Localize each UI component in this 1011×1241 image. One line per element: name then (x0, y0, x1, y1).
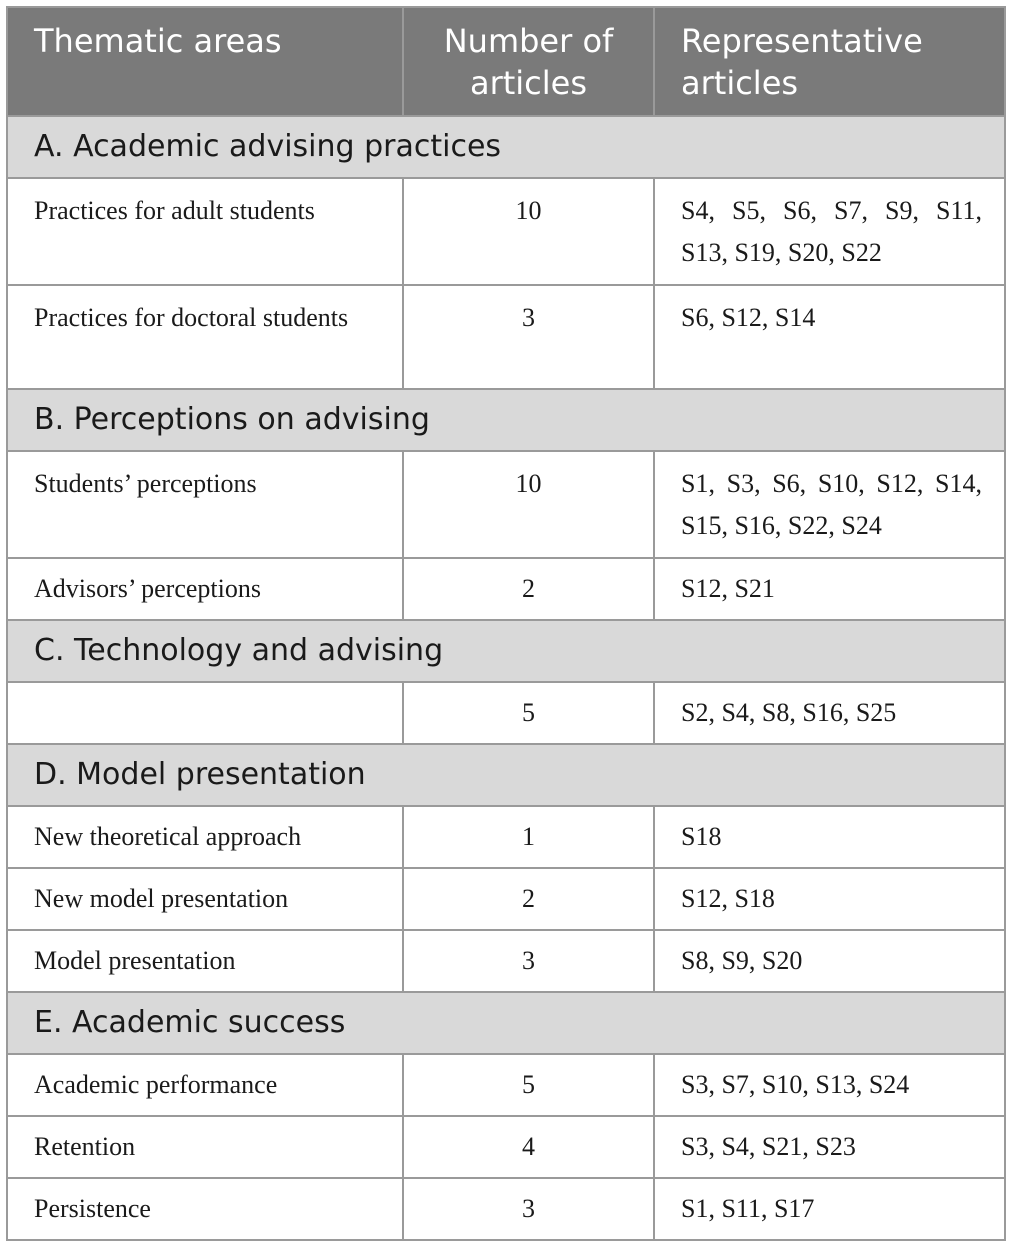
representative-articles-cell: S4, S5, S6, S7, S9, S11, S13, S19, S20, S22 (654, 178, 1005, 285)
table-row (7, 868, 1005, 930)
representative-articles-cell: S3, S4, S21, S23 (654, 1116, 1005, 1178)
representative-articles-cell: S8, S9, S20 (654, 930, 1005, 992)
table-row (7, 285, 1005, 389)
table-row (7, 178, 1005, 285)
section-title: B. Perceptions on advising (7, 389, 1005, 451)
section-title: A. Academic advising practices (7, 116, 1005, 178)
thematic-area-cell: Academic performance (7, 1054, 403, 1116)
section-title: E. Academic success (7, 992, 1005, 1054)
section-title: D. Model presentation (7, 744, 1005, 806)
thematic-area-cell: New theoretical approach (7, 806, 403, 868)
table-row (7, 1116, 1005, 1178)
thematic-area-cell: New model presentation (7, 868, 403, 930)
table-row (7, 682, 1005, 744)
table-row (7, 1178, 1005, 1240)
section-row (7, 389, 1005, 451)
thematic-area-cell: Practices for adult students (7, 178, 403, 285)
thematic-area-cell: Advisors’ perceptions (7, 558, 403, 620)
section-row (7, 992, 1005, 1054)
thematic-areas-table (6, 6, 1006, 1241)
representative-articles-cell: S6, S12, S14 (654, 285, 1005, 389)
representative-articles-cell: S18 (654, 806, 1005, 868)
header-thematic-areas: Thematic areas (7, 7, 403, 116)
representative-articles-cell: S12, S18 (654, 868, 1005, 930)
article-count-cell: 3 (403, 1178, 654, 1240)
article-count-cell: 4 (403, 1116, 654, 1178)
table-row (7, 558, 1005, 620)
representative-articles-cell: S1, S11, S17 (654, 1178, 1005, 1240)
header-row (7, 7, 1005, 116)
representative-articles-cell: S12, S21 (654, 558, 1005, 620)
table-row (7, 1054, 1005, 1116)
thematic-area-cell (7, 682, 403, 744)
thematic-area-cell: Students’ perceptions (7, 451, 403, 558)
thematic-area-cell: Persistence (7, 1178, 403, 1240)
thematic-area-cell: Retention (7, 1116, 403, 1178)
header-representative-articles: Representative articles (654, 7, 1005, 116)
section-row (7, 744, 1005, 806)
article-count-cell: 3 (403, 930, 654, 992)
article-count-cell: 2 (403, 558, 654, 620)
article-count-cell: 10 (403, 178, 654, 285)
representative-articles-cell: S2, S4, S8, S16, S25 (654, 682, 1005, 744)
article-count-cell: 2 (403, 868, 654, 930)
article-count-cell: 5 (403, 682, 654, 744)
representative-articles-cell: S3, S7, S10, S13, S24 (654, 1054, 1005, 1116)
article-count-cell: 5 (403, 1054, 654, 1116)
section-title: C. Technology and advising (7, 620, 1005, 682)
table-row (7, 930, 1005, 992)
table-row (7, 806, 1005, 868)
article-count-cell: 10 (403, 451, 654, 558)
article-count-cell: 3 (403, 285, 654, 389)
table-row (7, 451, 1005, 558)
section-row (7, 620, 1005, 682)
representative-articles-cell: S1, S3, S6, S10, S12, S14, S15, S16, S22, S24 (654, 451, 1005, 558)
thematic-area-cell: Model presentation (7, 930, 403, 992)
section-row (7, 116, 1005, 178)
header-number-of-articles: Number of articles (403, 7, 654, 116)
thematic-area-cell: Practices for doctoral students (7, 285, 403, 389)
article-count-cell: 1 (403, 806, 654, 868)
